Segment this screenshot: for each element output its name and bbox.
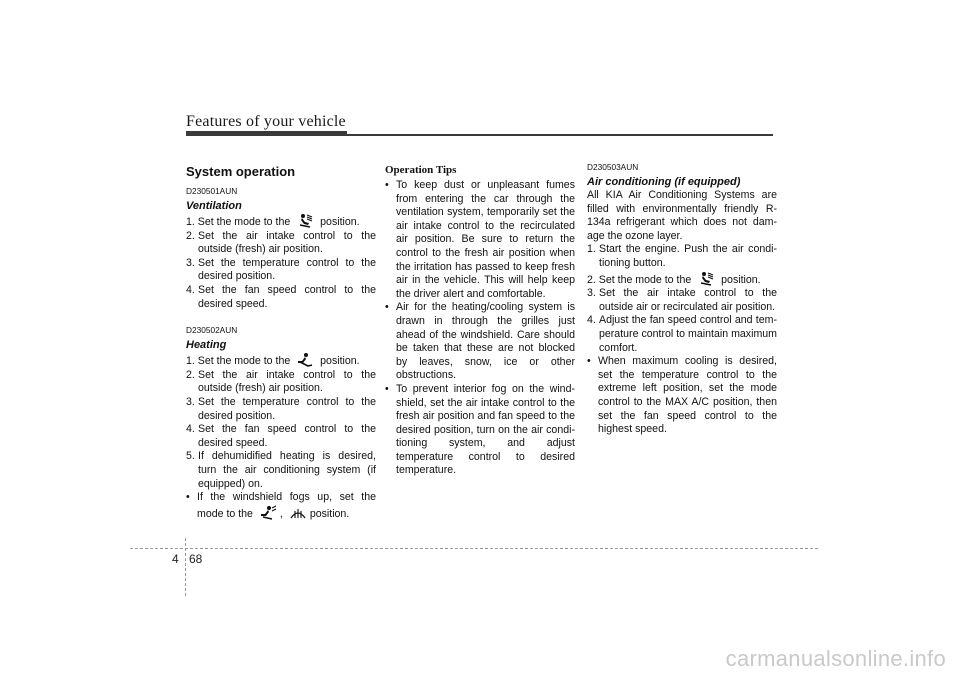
footer-dashed-rule	[130, 548, 818, 549]
floor-defrost-mode-icon	[259, 505, 277, 521]
list-item: • To keep dust or unpleasant fumes from entering the car through the ventilation system, temporarily set the air intake control to the recirculated air position. Be sure to return the control to the fresh air position when the irritation has passed to keep fresh air in the vehicle. This will help keep the driver alert and comfortable.	[385, 179, 575, 300]
heating-step-1: 1. Set the mode to the position.	[186, 352, 376, 369]
operation-tips-list	[385, 179, 575, 478]
list-item: 2. Set the air intake control to the outside (fresh) air position.	[186, 229, 376, 256]
section-title: System operation	[186, 164, 296, 179]
column-right	[587, 162, 777, 437]
list-item: 3. Set the temperature control to the desired position.	[186, 256, 376, 283]
list-item: • If the windshield fogs up, set the mode to the , position.	[186, 491, 376, 520]
ventilation-heading: Ventilation	[186, 200, 242, 212]
air-conditioning-code: D230503AUN	[587, 162, 639, 172]
list-item: 4. Adjust the fan speed control and tem-perature control to maintain maximum comfort.	[587, 314, 777, 354]
air-conditioning-intro: All KIA Air Conditioning Systems are filled with environmentally friendly R-134a refrigerant which does not dam-age the ozone layer.	[587, 189, 777, 242]
heating-steps	[186, 369, 376, 491]
chapter-number: 4	[172, 552, 179, 566]
vent-face-mode-icon	[697, 271, 715, 287]
page-number: 68	[189, 552, 203, 566]
list-item: 5. If dehumidified heating is desired, turn the air conditioning system (if equipped) on.	[186, 450, 376, 490]
column-middle	[385, 162, 575, 478]
air-conditioning-heading: Air conditioning (if equipped)	[587, 176, 741, 188]
list-item: • When maximum cooling is desired, set the temperature control to the extreme left position, set the mode control to the MAX A/C position, then set the fan speed control to the highest speed.	[587, 355, 777, 436]
list-item: 3. Set the air intake control to the outside air or recirculated air position.	[587, 287, 777, 313]
air-conditioning-steps	[587, 243, 777, 270]
heating-bullets	[186, 491, 376, 521]
list-item: 1. Start the engine. Push the air condi-tioning button.	[587, 243, 777, 269]
ventilation-steps	[186, 230, 376, 312]
list-item: 2. Set the air intake control to the outside (fresh) air position.	[186, 368, 376, 395]
ventilation-code: D230501AUN	[186, 186, 238, 196]
heating-heading: Heating	[186, 339, 227, 352]
heating-code: D230502AUN	[186, 325, 238, 336]
air-conditioning-bullets	[587, 355, 777, 437]
air-conditioning-step-2: 2. Set the mode to the position.	[587, 271, 777, 288]
floor-mode-icon	[296, 352, 314, 368]
list-item: • Air for the heating/cooling system is drawn in through the grilles just ahead of the windshield. Care should be taken that these are not blocked by leaves, snow, ice or other obstructions.	[385, 301, 575, 382]
vent-face-mode-icon	[296, 213, 314, 229]
air-conditioning-steps-continued	[587, 287, 777, 355]
page-header-title: Features of your vehicle	[186, 113, 346, 130]
list-item: • To prevent interior fog on the wind-shield, set the air intake control to the fresh air position and fan speed to the desired position, turn on the air condi-tioning system, and adjust temperature control to desired temperature.	[385, 382, 575, 477]
footer-vertical-divider	[185, 538, 186, 596]
watermark: carmanualsonline.info	[725, 646, 946, 671]
header-rule-thick	[186, 131, 347, 136]
operation-tips-heading: Operation Tips	[385, 164, 457, 176]
ventilation-step-1: 1. Set the mode to the position.	[186, 213, 376, 230]
list-item: 4. Set the fan speed control to the desired speed.	[186, 283, 376, 310]
defrost-mode-icon	[289, 505, 307, 521]
column-left	[186, 162, 376, 521]
list-item: 4. Set the fan speed control to the desired speed.	[186, 423, 376, 449]
header-rule-thin	[347, 134, 773, 136]
list-item: 3. Set the temperature control to the desired position.	[186, 395, 376, 422]
